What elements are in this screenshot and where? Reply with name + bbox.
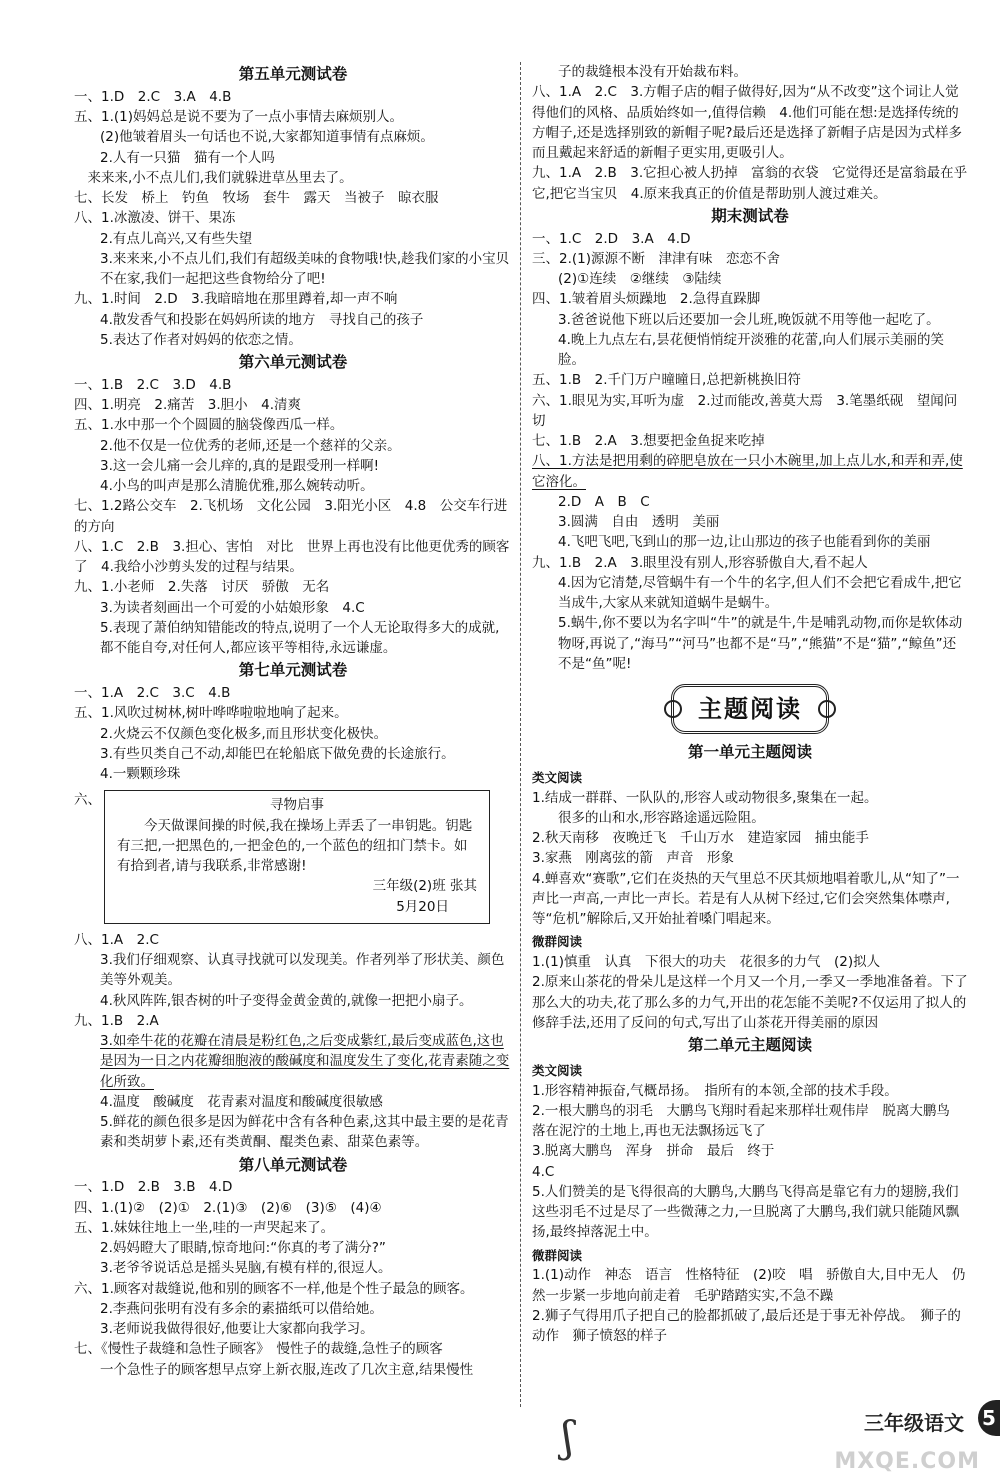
answer-line: 5.表现了萧伯纳知错能改的特点,说明了一个人无论取得多大的成就,都不能自夸,对任何人,都应该平等相待,永远谦虚。: [100, 619, 500, 657]
answer-line: 2.狮子气得用爪子把自己的脸都抓破了,最后还是于事无补停战。 狮子的动作 狮子愤怒的样子: [532, 1307, 961, 1345]
answer-line: 九、1.B 2.A: [74, 1012, 159, 1029]
answer-line: 2.火烧云不仅颜色变化极多,而且形状变化极快。: [100, 725, 388, 742]
answer-line: 七、《慢性子裁缝和急性子顾客》 慢性子的裁缝,急性子的顾客: [74, 1341, 443, 1358]
answer-line: 五、1.(1)妈妈总是说不要为了一点小事情去麻烦别人。: [74, 109, 404, 126]
notice-box: [104, 790, 490, 924]
section-heading: 第一单元主题阅读: [687, 743, 812, 762]
answer-line: 一、1.B 2.C 3.D 4.B: [74, 376, 232, 393]
subsection-label: 类文阅读: [532, 769, 583, 785]
answer-line: 七、1.2路公交车 2.飞机场 文化公园 3.阳光小区 4.8 公交车行进的方向: [74, 498, 508, 535]
answer-line: 4.散发香气和投影在妈妈所读的地方 寻找自己的孩子: [100, 311, 424, 328]
answer-line: 1.(1)动作 神态 语言 性格特征 (2)咬 唱 骄傲自大,目中无人 仍然一步紧一步地向前走着 毛驴踏踏实实,不急不躁: [532, 1267, 966, 1304]
answer-line: 一、1.D 2.B 3.B 4.D: [74, 1179, 233, 1196]
answer-line: 四、1.皱着眉头烦躁地 2.急得直跺脚: [532, 291, 761, 308]
answer-line: (2)①连续 ②继续 ③陆续: [558, 271, 722, 288]
answer-line: 4.一颗颗珍珠: [100, 766, 181, 783]
answer-line: 六、1.眼见为实,耳听为虚 2.过而能改,善莫大焉 3.笔墨纸砚 望闻问切: [532, 392, 958, 429]
answer-line: 2.一根大鹏鸟的羽毛 大鹏鸟飞翔时看起来那样壮观伟岸 脱离大鹏鸟 落在泥泞的土地上,再也无法飘扬远飞了: [532, 1102, 964, 1140]
answer-line: 五、1.妹妹往地上一坐,哇的一声哭起来了。: [74, 1219, 335, 1236]
notice-signature: 三年级(2)班 张其: [372, 878, 477, 895]
notice-body: 今天做课间操的时候,我在操场上弄丢了一串钥匙。钥匙有三把,一把黑色的,一把金色的,一个蓝色的纽扣门禁卡。如有拾到者,请与我联系,非常感谢!: [117, 817, 473, 875]
answer-line: 七、1.B 2.A 3.想要把金鱼捉来吃掉: [532, 433, 765, 450]
answer-line: 4.C: [532, 1163, 555, 1180]
left-column: [74, 62, 512, 1380]
page-number: 5: [978, 1400, 1000, 1436]
watermark-logo: MXQE.COM: [834, 1449, 980, 1474]
column-divider: [520, 62, 521, 1407]
answer-line: 3.老师说我做得很好,他要让大家都向我学习。: [100, 1321, 374, 1338]
answer-line: 4.小鸟的叫声是那么清脆优雅,那么婉转动听。: [100, 478, 374, 495]
answer-line: 3.脱离大鹏鸟 浑身 拼命 最后 终于: [532, 1143, 775, 1160]
answer-line: 2.D A B C: [558, 493, 650, 510]
footer-grade-label: 三年级语文: [864, 1411, 964, 1435]
answer-line: 1.形容精神振奋,气概昂扬。 指所有的本领,全部的技术手段。: [532, 1082, 898, 1099]
answer-line: 4.秋风阵阵,银杏树的叶子变得金黄金黄的,就像一把把小扇子。: [100, 992, 473, 1009]
answer-line: 4.因为它清楚,尽管蜗牛有一个牛的名字,但人们不会把它看成牛,把它当成牛,大家从来就知道蜗牛是蜗牛。: [558, 574, 962, 612]
answer-line: 四、1.(1)② (2)① 2.(1)③ (2)⑥ (3)⑤ (4)④: [74, 1199, 382, 1216]
section-heading: 第八单元测试卷: [238, 1155, 348, 1174]
section-heading: 第五单元测试卷: [238, 65, 348, 83]
answer-line: 4.温度 酸碱度 花青素对温度和酸碱度很敏感: [100, 1093, 383, 1110]
theme-reading-banner: [532, 684, 968, 734]
answer-line: 3.来来来,小不点儿们,我们有超级美味的食物哦!快,趁我们家的小宝贝不在家,我们一起把这些食物给分了吧!: [100, 250, 510, 288]
answer-line: 5.蜗牛,你不要以为名字叫“牛”的就是牛,牛是哺乳动物,而你是软体动物呀,再说了,“海马”“河马”也都不是“马”,“熊猫”不是“猫”,“鲸鱼”还不是“鱼”呢!: [558, 615, 963, 672]
subsection-label: 微群阅读: [532, 934, 583, 950]
handwritten-mark: ʃ: [562, 1412, 574, 1461]
answer-line: 4.晚上九点左右,昙花便悄悄绽开淡雅的花蕾,向人们展示美丽的笑脸。: [558, 331, 944, 369]
answer-line: 五、1.水中那一个个圆圆的脑袋像西瓜一样。: [74, 417, 344, 434]
answer-line: 5.鲜花的颜色很多是因为鲜花中含有各种色素,这其中最主要的是花青素和类胡萝卜素,还有类黄酮、醌类色素、甜菜色素等。: [100, 1114, 509, 1151]
answer-line: 3.这一会儿痛一会儿痒的,真的是跟受刑一样啊!: [100, 457, 380, 474]
answer-line: 1.(1)慎重 认真 下很大的功夫 花很多的力气 (2)拟人: [532, 954, 881, 971]
answer-line: 2.人有一只猫 猫有一个人吗: [100, 149, 275, 166]
answer-line: 九、1.时间 2.D 3.我暗暗地在那里蹲着,却一声不响: [74, 291, 398, 308]
answer-line: 子的裁缝根本没有开始裁布料。: [558, 64, 747, 80]
answer-line: 八、1.冰激凌、饼干、果冻: [74, 210, 236, 227]
section-heading: 第六单元测试卷: [238, 353, 348, 372]
answer-line: 一、1.A 2.C 3.C 4.B: [74, 685, 231, 702]
answer-line: 八、1.A 2.C 3.方帽子店的帽子做得好,因为“从不改变”这个词让人觉得他们的风格、品质始终如一,值得信赖 4.他们可能在想:是选择传统的方帽子,还是选择别致的新帽子呢?最后还是选择了新帽子店是因为式样多而且戴起来舒适的新帽子更实用,更吸引人。: [532, 84, 962, 161]
subsection-label: 类文阅读: [532, 1062, 583, 1078]
answer-line: 2.秋天南移 夜晚迁飞 千山万水 建造家园 捕虫能手: [532, 830, 869, 847]
answer-line: 一、1.C 2.D 3.A 4.D: [532, 230, 691, 247]
answer-line: 2.他不仅是一位优秀的老师,还是一个慈祥的父亲。: [100, 437, 401, 454]
underlined-answer: 八、1.方法是把用剩的碎肥皂放在一只小木碗里,加上点儿水,和弄和弄,使它溶化。: [532, 453, 963, 490]
answer-line: 来来来,小不点儿们,我们就躲进草丛里去了。: [74, 169, 353, 186]
theme-reading-title: 主题阅读: [671, 684, 829, 734]
answer-line: 2.李燕问张明有没有多余的素描纸可以借给她。: [100, 1300, 383, 1317]
section-heading: 第二单元主题阅读: [687, 1036, 812, 1055]
answer-line: 一个急性子的顾客想早点穿上新衣服,连改了几次主意,结果慢性: [100, 1361, 474, 1378]
answer-line: 4.飞吧飞吧,飞到山的那一边,让山那边的孩子也能看到你的美丽: [558, 534, 931, 551]
notice-title: 寻物启事: [270, 797, 324, 814]
answer-line: 八、1.A 2.C: [74, 931, 159, 948]
answer-line: 很多的山和水,形容路途遥远险阻。: [558, 809, 765, 826]
section-heading: 第七单元测试卷: [238, 661, 348, 680]
answer-line: 5.表达了作者对妈妈的依恋之情。: [100, 331, 302, 348]
answer-line: 八、1.C 2.B 3.担心、害怕 对比 世界上再也没有比他更优秀的顾客了 4.我给小沙剪头发的过程与结果。: [74, 538, 510, 576]
notice-date: 5月20日: [396, 898, 449, 915]
answer-line: 一、1.D 2.C 3.A 4.B: [74, 88, 232, 105]
answer-line: 2.有点儿高兴,又有些失望: [100, 230, 253, 247]
answer-line: 5.人们赞美的是飞得很高的大鹏鸟,大鹏鸟飞得高是靠它有力的翅膀,我们这些羽毛不过是尽了一些微薄之力,一旦脱离了大鹏鸟,我们就只能随风飘扬,最终掉落泥土中。: [532, 1183, 960, 1241]
subsection-label: 微群阅读: [532, 1247, 583, 1263]
answer-line: 七、长发 桥上 钓鱼 牧场 套牛 露天 当被子 晾衣服: [74, 190, 439, 207]
answer-line: 三、2.(1)源源不断 津津有味 恋恋不舍: [532, 250, 781, 267]
right-column: [532, 62, 968, 1346]
answer-line: 2.妈妈瞪大了眼睛,惊奇地问:“你真的考了满分?”: [100, 1240, 386, 1257]
answer-line: 六、1.顾客对裁缝说,他和别的顾客不一样,他是个性子最急的顾客。: [74, 1280, 474, 1297]
answer-line: 九、1.B 2.A 3.眼里没有别人,形容骄傲自大,看不起人: [532, 554, 868, 571]
answer-line: 九、1.小老师 2.失落 讨厌 骄傲 无名: [74, 579, 330, 596]
answer-line: 3.爸爸说他下班以后还要加一会儿班,晚饭就不用等他一起吃了。: [558, 311, 940, 328]
question-number: 六、: [74, 792, 101, 809]
answer-line: 五、1.B 2.千门万户曈曈日,总把新桃换旧符: [532, 372, 801, 389]
answer-line: 1.结成一群群、一队队的,形容人或动物很多,聚集在一起。: [532, 789, 878, 806]
answer-line: 四、1.明亮 2.痛苦 3.胆小 4.清爽: [74, 397, 302, 414]
lost-item-notice-answer: [74, 790, 512, 924]
answer-line: (2)他皱着眉头一句话也不说,大家都知道事情有点麻烦。: [100, 129, 434, 146]
answer-line: 3.为读者刻画出一个可爱的小姑娘形象 4.C: [100, 599, 365, 616]
answer-line: 3.家燕 刚离弦的箭 声音 形象: [532, 850, 734, 867]
answer-line: 3.我们仔细观察、认真寻找就可以发现美。作者列举了形状美、颜色美等外观美。: [100, 952, 505, 989]
answer-line: 2.原来山茶花的骨朵儿是这样一个月又一个月,一季又一季地准备着。下了那么大的功夫,花了那么多的力气,开出的花怎能不美呢?不仅运用了拟人的修辞手法,还用了反问的句式,写出了山茶花开得美丽的原因: [532, 974, 968, 1031]
answer-line: 3.有些贝类自己不动,却能巴在轮船底下做免费的长途旅行。: [100, 745, 455, 762]
answer-line: 3.老爷爷说话总是摇头晃脑,有模有样的,很逗人。: [100, 1260, 392, 1277]
answer-line: 五、1.风吹过树林,树叶哗哗啦啦地响了起来。: [74, 705, 348, 722]
underlined-answer: 3.如牵牛花的花瓣在清晨是粉红色,之后变成紫红,最后变成蓝色,这也是因为一日之内花瓣细胞液的酸碱度和温度发生了变化,花青素随之变化所致。: [100, 1033, 510, 1090]
answer-line: 九、1.A 2.B 3.它担心被人扔掉 富翁的衣袋 它觉得还是富翁最在乎它,把它当宝贝 4.原来我真正的价值是帮助别人渡过难关。: [532, 165, 968, 202]
answer-line: 4.蝉喜欢“赛歌”,它们在炎热的天气里总不厌其烦地唱着歌儿,从“知了”一声比一声高,一声比一声长。若是有人从树下经过,它们会突然集体噤声,等“危机”解除后,又开始扯着嗓门唱起来。: [532, 870, 960, 928]
section-heading: 期末测试卷: [711, 206, 789, 225]
answer-line: 3.圆满 自由 透明 美丽: [558, 514, 720, 531]
